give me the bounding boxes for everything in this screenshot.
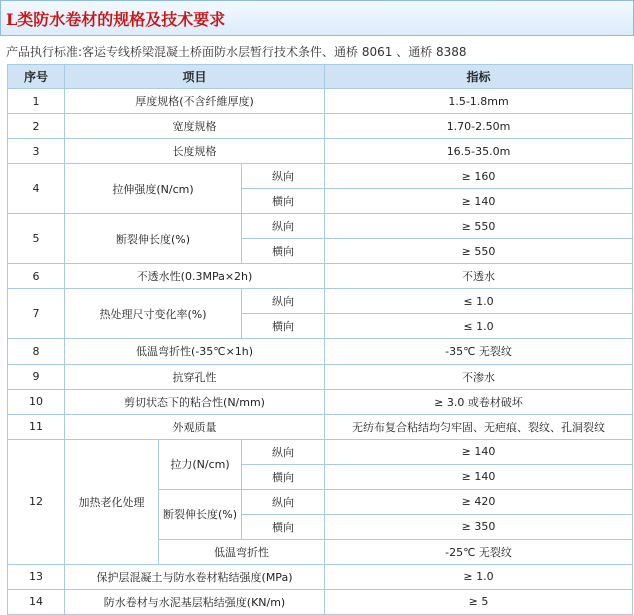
- table-row: [8, 389, 633, 414]
- row-item: 不透水性(0.3MPa×2h): [65, 264, 325, 289]
- row-item: 热处理尺寸变化率(%): [65, 289, 242, 339]
- row-number: 3: [8, 139, 65, 164]
- row-value: ≥ 420: [325, 489, 633, 514]
- title-bar: [0, 0, 634, 36]
- row-value: ≥ 3.0 或卷材破坏: [325, 389, 633, 414]
- row-number: 11: [8, 414, 65, 439]
- table-row: [8, 589, 633, 614]
- row-direction: 纵向: [242, 439, 325, 464]
- table-row: [8, 339, 633, 364]
- table-header-row: [8, 65, 633, 89]
- table-row: [8, 439, 633, 464]
- spec-table: [7, 64, 633, 615]
- table-row: [8, 214, 633, 239]
- row-subitem: 低温弯折性: [159, 539, 325, 564]
- row-value: ≥ 140: [325, 189, 633, 214]
- table-row: [8, 564, 633, 589]
- row-item: 保护层混凝土与防水卷材粘结强度(MPa): [65, 564, 325, 589]
- row-item: 加热老化处理: [65, 439, 159, 564]
- row-value: 不渗水: [325, 364, 633, 389]
- row-number: 1: [8, 89, 65, 114]
- row-item: 防水卷材与水泥基层粘结强度(KN/m): [65, 589, 325, 614]
- table-row: [8, 414, 633, 439]
- row-item: 断裂伸长度(%): [65, 214, 242, 264]
- row-item: 拉伸强度(N/cm): [65, 164, 242, 214]
- row-item: 低温弯折性(-35℃×1h): [65, 339, 325, 364]
- table-row: [8, 139, 633, 164]
- row-item: 抗穿孔性: [65, 364, 325, 389]
- row-direction: 纵向: [242, 489, 325, 514]
- row-value: ≥ 550: [325, 239, 633, 264]
- row-item: 外观质量: [65, 414, 325, 439]
- row-number: 4: [8, 164, 65, 214]
- row-value: 16.5-35.0m: [325, 139, 633, 164]
- table-row: [8, 114, 633, 139]
- row-value: -35℃ 无裂纹: [325, 339, 633, 364]
- row-value: ≥ 160: [325, 164, 633, 189]
- row-number: 5: [8, 214, 65, 264]
- row-number: 2: [8, 114, 65, 139]
- row-direction: 横向: [242, 514, 325, 539]
- row-number: 9: [8, 364, 65, 389]
- row-value: ≥ 5: [325, 589, 633, 614]
- row-number: 7: [8, 289, 65, 339]
- row-value: ≤ 1.0: [325, 289, 633, 314]
- table-row: [8, 264, 633, 289]
- row-value: 无纺布复合粘结均匀牢固、无疤痕、裂纹、孔洞裂纹: [325, 414, 633, 439]
- row-value: 1.5-1.8mm: [325, 89, 633, 114]
- row-direction: 横向: [242, 464, 325, 489]
- row-item: 厚度规格(不含纤維厚度): [65, 89, 325, 114]
- row-value: -25℃ 无裂纹: [325, 539, 633, 564]
- row-number: 13: [8, 564, 65, 589]
- row-direction: 横向: [242, 189, 325, 214]
- row-number: 12: [8, 439, 65, 564]
- row-direction: 横向: [242, 239, 325, 264]
- row-value: ≥ 140: [325, 439, 633, 464]
- page-title: L类防水卷材的规格及技术要求: [6, 10, 226, 29]
- row-item: 剪切状态下的粘合性(N/mm): [65, 389, 325, 414]
- header-item: 项目: [65, 65, 325, 89]
- row-subitem: 拉力(N/cm): [159, 439, 242, 489]
- table-row: [8, 89, 633, 114]
- row-number: 6: [8, 264, 65, 289]
- row-direction: 纵向: [242, 289, 325, 314]
- header-value: 指标: [325, 65, 633, 89]
- row-value: 1.70-2.50m: [325, 114, 633, 139]
- row-value: ≥ 140: [325, 464, 633, 489]
- row-value: ≥ 1.0: [325, 564, 633, 589]
- row-value: ≥ 550: [325, 214, 633, 239]
- row-number: 10: [8, 389, 65, 414]
- header-no: 序号: [8, 65, 65, 89]
- row-value: ≤ 1.0: [325, 314, 633, 339]
- row-direction: 纵向: [242, 164, 325, 189]
- row-number: 8: [8, 339, 65, 364]
- row-value: 不透水: [325, 264, 633, 289]
- product-standard: 产品执行标准:客运专线桥梁混凝土桥面防水层暂行技术条件、通桥 8061 、通桥 8388: [6, 45, 467, 59]
- table-row: [8, 289, 633, 314]
- table-row: [8, 364, 633, 389]
- row-value: ≥ 350: [325, 514, 633, 539]
- row-subitem: 断裂伸长度(%): [159, 489, 242, 539]
- row-item: 宽度规格: [65, 114, 325, 139]
- row-number: 14: [8, 589, 65, 614]
- row-item: 长度规格: [65, 139, 325, 164]
- table-row: [8, 164, 633, 189]
- row-direction: 纵向: [242, 214, 325, 239]
- row-direction: 横向: [242, 314, 325, 339]
